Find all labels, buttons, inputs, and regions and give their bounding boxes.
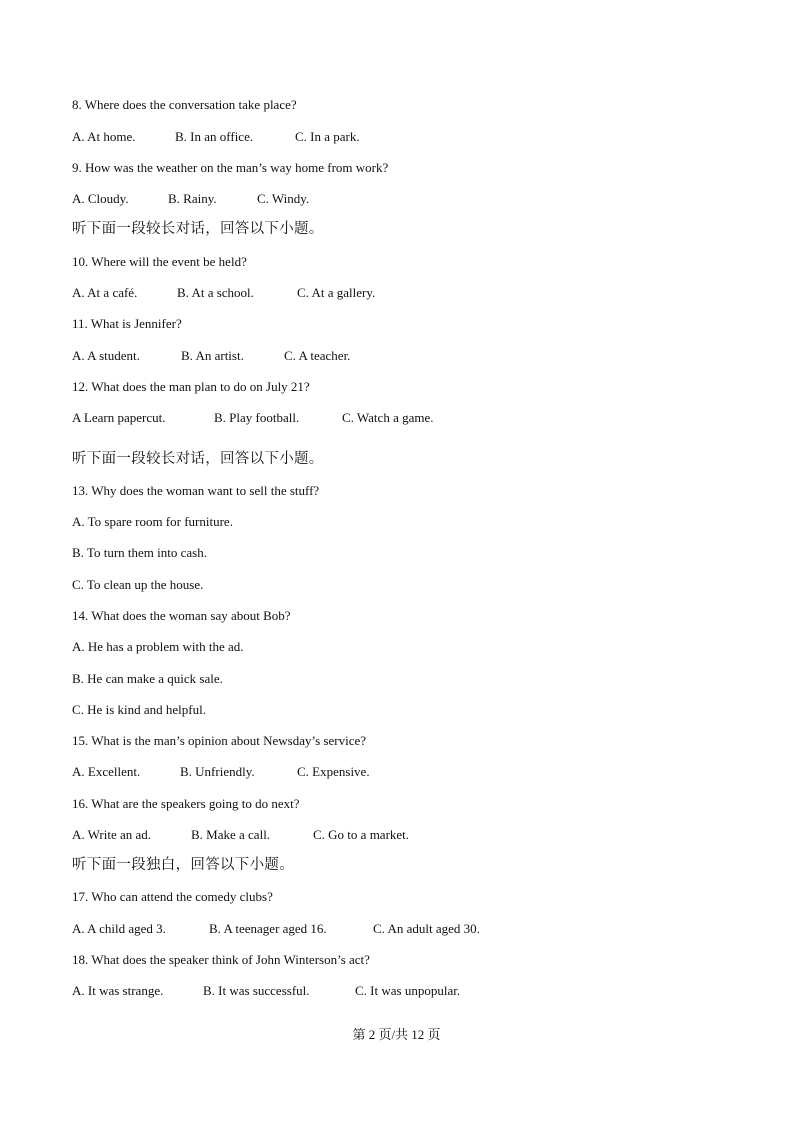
option-15b: B. Unfriendly. [180,764,255,779]
option-18a: A. It was strange. [72,983,164,998]
option-16b: B. Make a call. [191,827,271,842]
question-12: 12. What does the man plan to do on July 21? [72,379,310,394]
option-9a: A. Cloudy. [72,191,129,206]
question-8: 8. Where does the conversation take place? [72,97,297,112]
question-15: 15. What is the man’s opinion about Newsday’s service? [72,733,367,748]
question-14: 14. What does the woman say about Bob? [72,608,291,623]
option-10a: A. At a café. [72,285,138,300]
section-heading-1: 听下面一段较长对话，回答以下小题。 [72,221,324,237]
option-16c: C. Go to a market. [313,827,410,842]
option-8a: A. At home. [72,129,136,144]
option-17b: B. A teenager aged 16. [209,921,327,936]
option-18b: B. It was successful. [203,983,310,998]
option-16a: A. Write an ad. [72,827,152,842]
option-14a: A. He has a problem with the ad. [72,639,244,654]
question-10: 10. Where will the event be held? [72,254,247,269]
option-9c: C. Windy. [257,191,310,206]
option-10b: B. At a school. [177,285,254,300]
option-13c: C. To clean up the house. [72,577,204,592]
option-14c: C. He is kind and helpful. [72,702,206,717]
page-number-footer: 第 2 页/共 12 页 [352,1027,441,1042]
option-12b: B. Play football. [214,410,300,425]
option-11b: B. An artist. [181,348,244,363]
question-13: 13. Why does the woman want to sell the stuff? [72,483,320,498]
option-8c: C. In a park. [295,129,360,144]
option-15c: C. Expensive. [297,764,370,779]
section-heading-2: 听下面一段较长对话，回答以下小题。 [72,451,324,467]
option-17c: C. An adult aged 30. [373,921,480,936]
option-17a: A. A child aged 3. [72,921,166,936]
section-heading-3: 听下面一段独白，回答以下小题。 [72,857,294,873]
option-13b: B. To turn them into cash. [72,545,207,560]
option-11a: A. A student. [72,348,140,363]
question-9: 9. How was the weather on the man’s way home from work? [72,160,389,175]
option-13a: A. To spare room for furniture. [72,514,233,529]
option-12a: A Learn papercut. [72,410,166,425]
option-12c: C. Watch a game. [342,410,434,425]
option-14b: B. He can make a quick sale. [72,671,223,686]
question-17: 17. Who can attend the comedy clubs? [72,889,273,904]
option-8b: B. In an office. [175,129,254,144]
option-9b: B. Rainy. [168,191,217,206]
option-10c: C. At a gallery. [297,285,376,300]
option-15a: A. Excellent. [72,764,141,779]
option-11c: C. A teacher. [284,348,351,363]
option-18c: C. It was unpopular. [355,983,461,998]
question-11: 11. What is Jennifer? [72,316,182,331]
question-16: 16. What are the speakers going to do next? [72,796,300,811]
question-18: 18. What does the speaker think of John Winterson’s act? [72,952,370,967]
